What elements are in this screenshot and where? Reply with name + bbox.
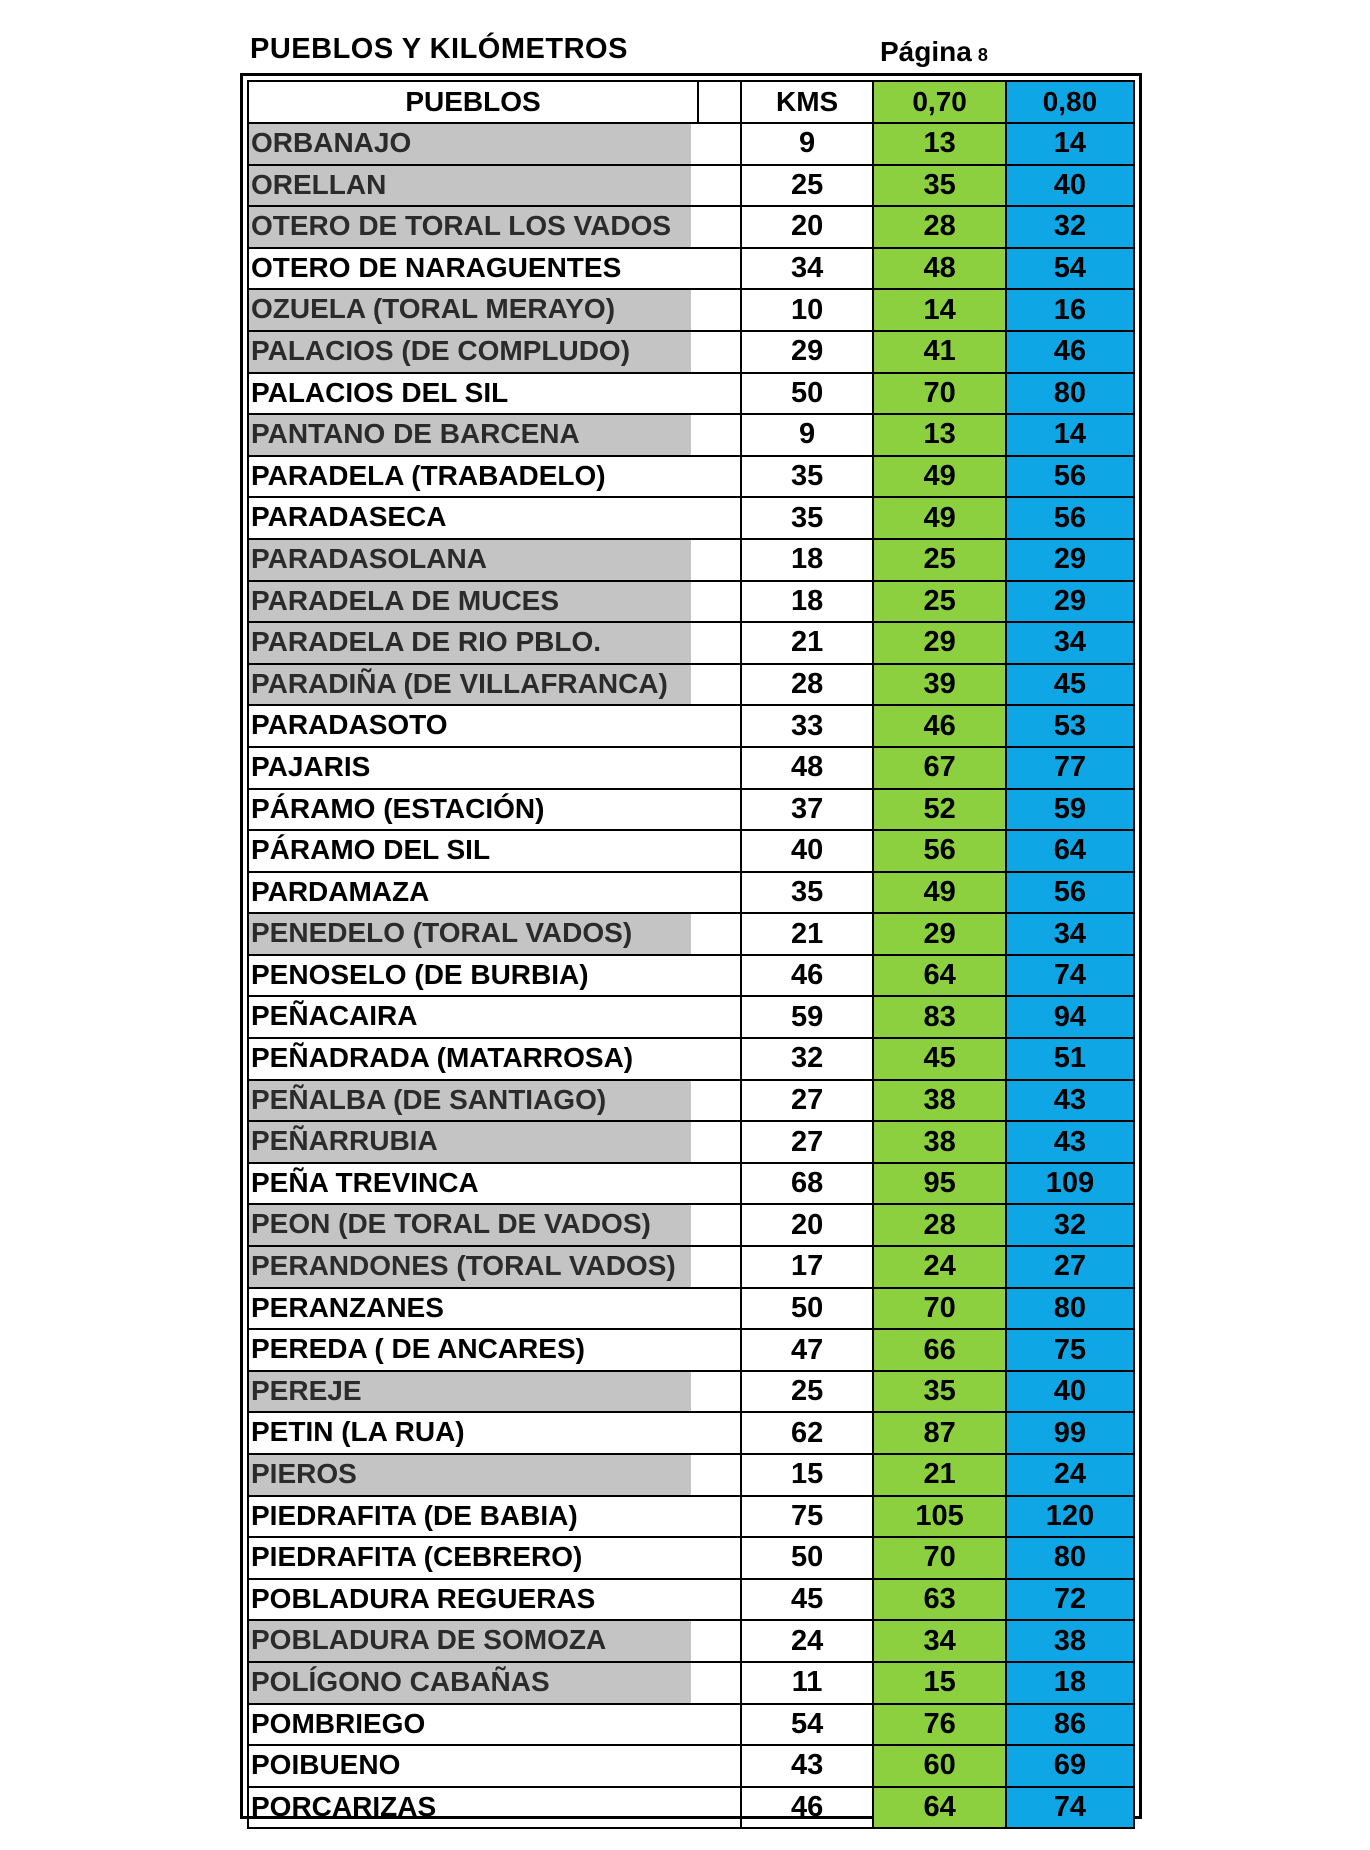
town-name: OTERO DE TORAL LOS VADOS bbox=[249, 207, 691, 247]
rate-070-cell: 76 bbox=[873, 1704, 1006, 1746]
town-name-cell bbox=[248, 539, 741, 581]
rate-080-cell: 80 bbox=[1006, 1537, 1134, 1579]
rate-070-cell: 13 bbox=[873, 414, 1006, 456]
kms-cell: 35 bbox=[741, 497, 874, 539]
town-name: PEÑALBA (DE SANTIAGO) bbox=[249, 1081, 691, 1121]
town-name: POLÍGONO CABAÑAS bbox=[249, 1663, 691, 1703]
table-row bbox=[248, 1662, 1134, 1704]
table-row bbox=[248, 1620, 1134, 1662]
town-name: OTERO DE NARAGUENTES bbox=[251, 251, 622, 283]
town-name-cell bbox=[248, 1496, 741, 1538]
town-name: POBLADURA REGUERAS bbox=[251, 1582, 596, 1614]
town-name: PERANDONES (TORAL VADOS) bbox=[249, 1247, 691, 1287]
town-name-cell bbox=[248, 1662, 741, 1704]
table-header-row bbox=[248, 81, 1134, 123]
table-row bbox=[248, 955, 1134, 997]
town-name: PEON (DE TORAL DE VADOS) bbox=[249, 1205, 691, 1245]
town-name: POBLADURA DE SOMOZA bbox=[249, 1621, 691, 1661]
rate-070-cell: 49 bbox=[873, 497, 1006, 539]
rate-070-cell: 21 bbox=[873, 1454, 1006, 1496]
table-row bbox=[248, 1121, 1134, 1163]
rate-080-cell: 43 bbox=[1006, 1080, 1134, 1122]
rate-080-cell: 40 bbox=[1006, 165, 1134, 207]
kms-cell: 25 bbox=[741, 165, 874, 207]
town-name: PEÑADRADA (MATARROSA) bbox=[251, 1042, 634, 1074]
table-row bbox=[248, 830, 1134, 872]
town-name: PORCARIZAS bbox=[251, 1790, 437, 1822]
table-row bbox=[248, 1329, 1134, 1371]
town-name: PARADELA DE RIO PBLO. bbox=[249, 623, 691, 663]
town-name: PIEROS bbox=[249, 1455, 691, 1495]
rate-070-cell: 70 bbox=[873, 373, 1006, 415]
table-row bbox=[248, 1454, 1134, 1496]
kms-cell: 20 bbox=[741, 1204, 874, 1246]
rate-080-cell: 24 bbox=[1006, 1454, 1134, 1496]
kms-cell: 25 bbox=[741, 1371, 874, 1413]
town-name: PÁRAMO DEL SIL bbox=[251, 834, 491, 866]
rate-080-cell: 69 bbox=[1006, 1745, 1134, 1787]
town-name-cell bbox=[248, 1246, 741, 1288]
table-row bbox=[248, 1412, 1134, 1454]
kms-cell: 46 bbox=[741, 1787, 874, 1829]
rate-070-cell: 67 bbox=[873, 747, 1006, 789]
town-name-cell bbox=[248, 497, 741, 539]
rate-080-cell: 54 bbox=[1006, 248, 1134, 290]
kms-cell: 24 bbox=[741, 1620, 874, 1662]
rate-070-cell: 38 bbox=[873, 1080, 1006, 1122]
town-name-cell bbox=[248, 581, 741, 623]
town-name-cell bbox=[248, 123, 741, 165]
rate-080-cell: 27 bbox=[1006, 1246, 1134, 1288]
table-row bbox=[248, 248, 1134, 290]
table-row bbox=[248, 456, 1134, 498]
rate-080-cell: 59 bbox=[1006, 789, 1134, 831]
rate-070-cell: 95 bbox=[873, 1163, 1006, 1205]
rate-070-cell: 64 bbox=[873, 1787, 1006, 1829]
kms-cell: 59 bbox=[741, 996, 874, 1038]
rate-080-cell: 80 bbox=[1006, 1288, 1134, 1330]
rate-070-cell: 87 bbox=[873, 1412, 1006, 1454]
table-row bbox=[248, 581, 1134, 623]
town-name-cell bbox=[248, 747, 741, 789]
kms-cell: 47 bbox=[741, 1329, 874, 1371]
table-row bbox=[248, 1371, 1134, 1413]
rate-070-cell: 105 bbox=[873, 1496, 1006, 1538]
rate-080-cell: 86 bbox=[1006, 1704, 1134, 1746]
table-row bbox=[248, 539, 1134, 581]
town-name: PALACIOS DEL SIL bbox=[251, 376, 509, 408]
town-name-cell bbox=[248, 1704, 741, 1746]
rate-080-cell: 32 bbox=[1006, 206, 1134, 248]
town-name-cell bbox=[248, 414, 741, 456]
town-name-cell bbox=[248, 1537, 741, 1579]
kms-cell: 21 bbox=[741, 913, 874, 955]
rate-070-cell: 56 bbox=[873, 830, 1006, 872]
town-name: PENOSELO (DE BURBIA) bbox=[251, 958, 589, 990]
rate-070-cell: 15 bbox=[873, 1662, 1006, 1704]
kms-cell: 18 bbox=[741, 539, 874, 581]
rate-070-cell: 28 bbox=[873, 206, 1006, 248]
rate-080-cell: 72 bbox=[1006, 1579, 1134, 1621]
kms-cell: 35 bbox=[741, 872, 874, 914]
rate-080-cell: 43 bbox=[1006, 1121, 1134, 1163]
document-title: PUEBLOS Y KILÓMETROS bbox=[250, 33, 628, 65]
town-name-cell bbox=[248, 289, 741, 331]
rate-070-cell: 63 bbox=[873, 1579, 1006, 1621]
town-name-cell bbox=[248, 248, 741, 290]
table-row bbox=[248, 1745, 1134, 1787]
rate-070-cell: 38 bbox=[873, 1121, 1006, 1163]
town-name-cell bbox=[248, 1163, 741, 1205]
table-row bbox=[248, 1704, 1134, 1746]
town-name: PAJARIS bbox=[251, 750, 371, 782]
rate-070-cell: 35 bbox=[873, 165, 1006, 207]
rate-080-cell: 38 bbox=[1006, 1620, 1134, 1662]
rate-080-cell: 56 bbox=[1006, 456, 1134, 498]
rate-070-cell: 25 bbox=[873, 581, 1006, 623]
kms-cell: 17 bbox=[741, 1246, 874, 1288]
town-name-cell bbox=[248, 830, 741, 872]
table-row bbox=[248, 331, 1134, 373]
town-name-cell bbox=[248, 1329, 741, 1371]
kms-cell: 50 bbox=[741, 1537, 874, 1579]
town-name: PEÑACAIRA bbox=[251, 1000, 418, 1032]
town-name-cell bbox=[248, 996, 741, 1038]
rate-080-cell: 109 bbox=[1006, 1163, 1134, 1205]
rate-080-cell: 56 bbox=[1006, 872, 1134, 914]
table-row bbox=[248, 414, 1134, 456]
table-row bbox=[248, 705, 1134, 747]
table-row bbox=[248, 373, 1134, 415]
town-name: PETIN (LA RUA) bbox=[251, 1416, 465, 1448]
town-name: POIBUENO bbox=[251, 1749, 401, 1781]
kms-cell: 54 bbox=[741, 1704, 874, 1746]
rate-070-cell: 14 bbox=[873, 289, 1006, 331]
town-name: OZUELA (TORAL MERAYO) bbox=[249, 290, 691, 330]
rate-080-cell: 80 bbox=[1006, 373, 1134, 415]
kms-cell: 40 bbox=[741, 830, 874, 872]
kms-cell: 20 bbox=[741, 206, 874, 248]
rate-070-cell: 83 bbox=[873, 996, 1006, 1038]
rate-070-cell: 64 bbox=[873, 955, 1006, 997]
rate-080-cell: 29 bbox=[1006, 539, 1134, 581]
table-row bbox=[248, 1288, 1134, 1330]
kms-cell: 27 bbox=[741, 1121, 874, 1163]
table-row bbox=[248, 872, 1134, 914]
rate-070-cell: 70 bbox=[873, 1288, 1006, 1330]
kms-cell: 45 bbox=[741, 1579, 874, 1621]
kms-cell: 33 bbox=[741, 705, 874, 747]
rate-070-cell: 49 bbox=[873, 456, 1006, 498]
town-name: PEÑARRUBIA bbox=[249, 1122, 691, 1162]
table-row bbox=[248, 497, 1134, 539]
rate-070-cell: 52 bbox=[873, 789, 1006, 831]
kms-cell: 10 bbox=[741, 289, 874, 331]
rate-080-cell: 51 bbox=[1006, 1038, 1134, 1080]
table-row bbox=[248, 1080, 1134, 1122]
town-name: PEÑA TREVINCA bbox=[251, 1166, 479, 1198]
rate-080-cell: 94 bbox=[1006, 996, 1134, 1038]
rate-080-cell: 16 bbox=[1006, 289, 1134, 331]
town-name: PEREDA ( DE ANCARES) bbox=[251, 1333, 585, 1365]
table-row bbox=[248, 1163, 1134, 1205]
kms-cell: 75 bbox=[741, 1496, 874, 1538]
table-row bbox=[248, 1246, 1134, 1288]
rate-070-cell: 35 bbox=[873, 1371, 1006, 1413]
rate-080-cell: 46 bbox=[1006, 331, 1134, 373]
rate-080-cell: 40 bbox=[1006, 1371, 1134, 1413]
town-name: PALACIOS (DE COMPLUDO) bbox=[249, 332, 691, 372]
table-row bbox=[248, 996, 1134, 1038]
rate-070-cell: 45 bbox=[873, 1038, 1006, 1080]
town-name-cell bbox=[248, 1412, 741, 1454]
town-name: ORBANAJO bbox=[249, 124, 691, 164]
town-name-cell bbox=[248, 1080, 741, 1122]
town-name-cell bbox=[248, 705, 741, 747]
rate-080-cell: 99 bbox=[1006, 1412, 1134, 1454]
town-name: POMBRIEGO bbox=[251, 1707, 426, 1739]
table-body bbox=[248, 123, 1134, 1828]
column-header-rate-080: 0,80 bbox=[1006, 81, 1134, 123]
rate-080-cell: 56 bbox=[1006, 497, 1134, 539]
town-name: PEREJE bbox=[249, 1372, 691, 1412]
town-name-cell bbox=[248, 331, 741, 373]
town-name: PARADASOTO bbox=[251, 709, 448, 741]
rate-080-cell: 29 bbox=[1006, 581, 1134, 623]
town-name: PÁRAMO (ESTACIÓN) bbox=[251, 792, 545, 824]
kms-cell: 50 bbox=[741, 373, 874, 415]
table-row bbox=[248, 1496, 1134, 1538]
page-indicator bbox=[880, 36, 988, 68]
town-name-cell bbox=[248, 1371, 741, 1413]
rate-080-cell: 64 bbox=[1006, 830, 1134, 872]
rate-070-cell: 13 bbox=[873, 123, 1006, 165]
town-name-cell bbox=[248, 1454, 741, 1496]
town-name: PERANZANES bbox=[251, 1291, 444, 1323]
town-name-cell bbox=[248, 789, 741, 831]
page-number: 8 bbox=[977, 45, 988, 65]
town-name-cell bbox=[248, 1038, 741, 1080]
town-name-cell bbox=[248, 1204, 741, 1246]
town-name-cell bbox=[248, 206, 741, 248]
kms-cell: 15 bbox=[741, 1454, 874, 1496]
rate-070-cell: 34 bbox=[873, 1620, 1006, 1662]
kms-cell: 18 bbox=[741, 581, 874, 623]
rate-080-cell: 14 bbox=[1006, 123, 1134, 165]
rate-070-cell: 49 bbox=[873, 872, 1006, 914]
distance-table bbox=[247, 80, 1135, 1829]
kms-cell: 21 bbox=[741, 622, 874, 664]
town-name-cell bbox=[248, 373, 741, 415]
kms-cell: 9 bbox=[741, 414, 874, 456]
rate-070-cell: 39 bbox=[873, 664, 1006, 706]
town-name-cell bbox=[248, 955, 741, 997]
kms-cell: 68 bbox=[741, 1163, 874, 1205]
column-header-towns: PUEBLOS bbox=[248, 81, 741, 123]
kms-cell: 35 bbox=[741, 456, 874, 498]
rate-080-cell: 45 bbox=[1006, 664, 1134, 706]
rate-070-cell: 46 bbox=[873, 705, 1006, 747]
rate-070-cell: 25 bbox=[873, 539, 1006, 581]
town-name-cell bbox=[248, 1620, 741, 1662]
town-name: PARADASOLANA bbox=[249, 540, 691, 580]
table-row bbox=[248, 789, 1134, 831]
kms-cell: 28 bbox=[741, 664, 874, 706]
kms-cell: 50 bbox=[741, 1288, 874, 1330]
rate-070-cell: 41 bbox=[873, 331, 1006, 373]
table-row bbox=[248, 913, 1134, 955]
rate-080-cell: 77 bbox=[1006, 747, 1134, 789]
rate-080-cell: 32 bbox=[1006, 1204, 1134, 1246]
kms-cell: 27 bbox=[741, 1080, 874, 1122]
kms-cell: 37 bbox=[741, 789, 874, 831]
rate-070-cell: 60 bbox=[873, 1745, 1006, 1787]
town-name: PANTANO DE BARCENA bbox=[249, 415, 691, 455]
town-name: PARADELA (TRABADELO) bbox=[251, 459, 606, 491]
town-name: PIEDRAFITA (CEBRERO) bbox=[251, 1541, 583, 1573]
town-name: PARADELA DE MUCES bbox=[249, 582, 691, 622]
town-name-cell bbox=[248, 1121, 741, 1163]
rate-080-cell: 14 bbox=[1006, 414, 1134, 456]
town-name-cell bbox=[248, 622, 741, 664]
page-word: Página bbox=[880, 36, 972, 67]
town-name: PARADIÑA (DE VILLAFRANCA) bbox=[249, 665, 691, 705]
town-name-cell bbox=[248, 913, 741, 955]
kms-cell: 9 bbox=[741, 123, 874, 165]
table-row bbox=[248, 1579, 1134, 1621]
kms-cell: 62 bbox=[741, 1412, 874, 1454]
rate-080-cell: 18 bbox=[1006, 1662, 1134, 1704]
table-row bbox=[248, 123, 1134, 165]
town-name-cell bbox=[248, 1288, 741, 1330]
rate-070-cell: 70 bbox=[873, 1537, 1006, 1579]
table-row bbox=[248, 747, 1134, 789]
column-header-kms: KMS bbox=[741, 81, 874, 123]
table-row bbox=[248, 1537, 1134, 1579]
rate-080-cell: 53 bbox=[1006, 705, 1134, 747]
town-name: PIEDRAFITA (DE BABIA) bbox=[251, 1499, 578, 1531]
kms-cell: 43 bbox=[741, 1745, 874, 1787]
table-row bbox=[248, 165, 1134, 207]
table-row bbox=[248, 289, 1134, 331]
rate-080-cell: 120 bbox=[1006, 1496, 1134, 1538]
town-name-cell bbox=[248, 1787, 741, 1829]
kms-cell: 11 bbox=[741, 1662, 874, 1704]
table-row bbox=[248, 1038, 1134, 1080]
town-name-cell bbox=[248, 456, 741, 498]
column-header-rate-070: 0,70 bbox=[873, 81, 1006, 123]
kms-cell: 48 bbox=[741, 747, 874, 789]
rate-080-cell: 75 bbox=[1006, 1329, 1134, 1371]
table-row bbox=[248, 206, 1134, 248]
table-row bbox=[248, 1787, 1134, 1829]
rate-070-cell: 29 bbox=[873, 622, 1006, 664]
rate-080-cell: 74 bbox=[1006, 955, 1134, 997]
town-name-cell bbox=[248, 1745, 741, 1787]
rate-070-cell: 29 bbox=[873, 913, 1006, 955]
town-name: PARADASECA bbox=[251, 501, 447, 533]
kms-cell: 34 bbox=[741, 248, 874, 290]
kms-cell: 46 bbox=[741, 955, 874, 997]
rate-080-cell: 34 bbox=[1006, 913, 1134, 955]
town-name-cell bbox=[248, 1579, 741, 1621]
kms-cell: 29 bbox=[741, 331, 874, 373]
town-name-cell bbox=[248, 165, 741, 207]
table-row bbox=[248, 664, 1134, 706]
town-name: PENEDELO (TORAL VADOS) bbox=[249, 914, 691, 954]
town-name: PARDAMAZA bbox=[251, 875, 430, 907]
rate-080-cell: 34 bbox=[1006, 622, 1134, 664]
table-row bbox=[248, 1204, 1134, 1246]
town-name: ORELLAN bbox=[249, 166, 691, 206]
rate-070-cell: 48 bbox=[873, 248, 1006, 290]
rate-070-cell: 66 bbox=[873, 1329, 1006, 1371]
kms-cell: 32 bbox=[741, 1038, 874, 1080]
rate-070-cell: 28 bbox=[873, 1204, 1006, 1246]
rate-070-cell: 24 bbox=[873, 1246, 1006, 1288]
town-name-cell bbox=[248, 664, 741, 706]
town-name-cell bbox=[248, 872, 741, 914]
table-row bbox=[248, 622, 1134, 664]
distance-table-frame bbox=[240, 73, 1142, 1824]
rate-080-cell: 74 bbox=[1006, 1787, 1134, 1829]
